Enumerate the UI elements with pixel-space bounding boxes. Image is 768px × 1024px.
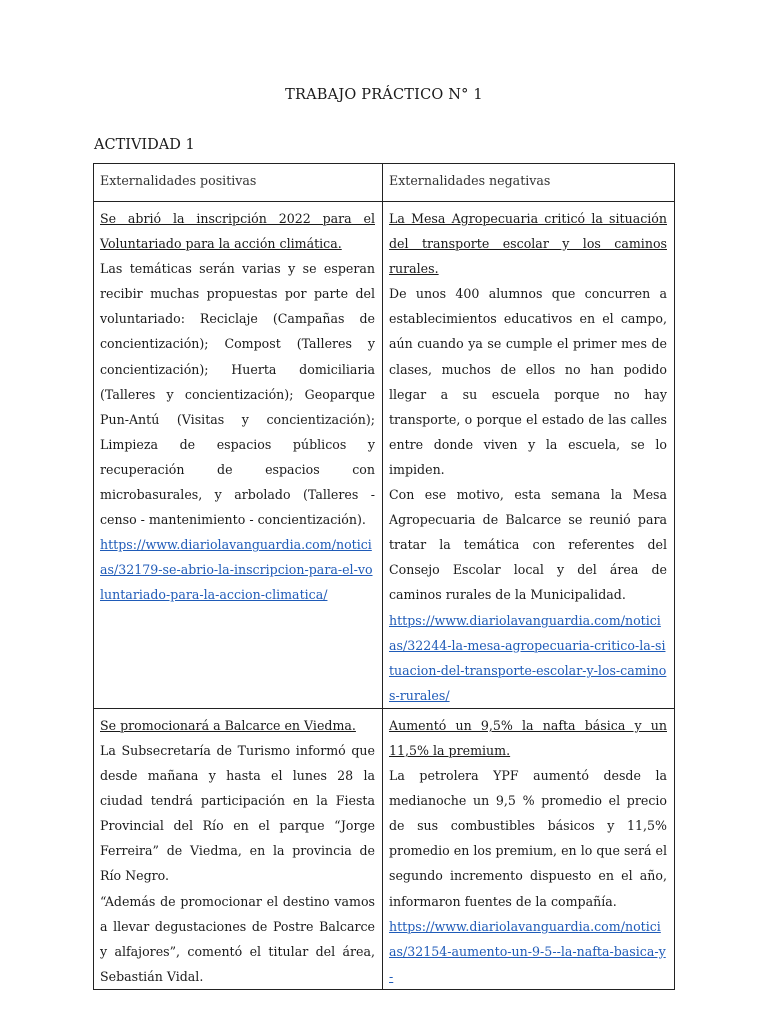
table-row: [94, 708, 675, 989]
news-heading: La Mesa Agropecuaria criticó la situación del transporte escolar y los caminos rurales.: [389, 211, 667, 277]
activity-heading: ACTIVIDAD 1: [94, 137, 195, 153]
news-paragraph: La petrolera YPF aumentó desde la medianoche un 9,5 % promedio el precio de sus combustibles básicos y 11,5% promedio en los premium, en lo que será el segundo incremento dispuesto en el año, informaron fuentes de la compañía.: [389, 768, 667, 909]
externalities-table: [93, 163, 675, 990]
document-title: TRABAJO PRÁCTICO N° 1: [285, 87, 483, 103]
news-paragraph: Con ese motivo, esta semana la Mesa Agropecuaria de Balcarce se reunió para tratar la temática con referentes del Consejo Escolar local y del área de caminos rurales de la Municipalidad.: [389, 487, 667, 603]
cell-positive: [94, 202, 383, 709]
news-paragraph: “Además de promocionar el destino vamos a llevar degustaciones de Postre Balcarce y alfajores”, comentó el titular del área, Sebastián Vidal.: [100, 893, 375, 984]
news-heading: Se abrió la inscripción 2022 para el Voluntariado para la acción climática.: [100, 211, 375, 252]
cell-positive: [94, 708, 383, 989]
news-heading: Se promocionará a Balcarce en Viedma.: [100, 717, 356, 733]
cell-negative: [383, 202, 675, 709]
table-row: [94, 202, 675, 709]
news-paragraph: De unos 400 alumnos que concurren a establecimientos educativos en el campo, aún cuando ya se cumple el primer mes de clases, muchos de ellos no han podido llegar a su escuela porque no hay transporte, o porque el estado de las calles entre donde viven y la escuela, se lo impiden.: [389, 286, 667, 477]
news-paragraph: La Subsecretaría de Turismo informó que desde mañana y hasta el lunes 28 la ciudad tendrá participación en la Fiesta Provincial del Río en el parque “Jorge Ferreira” de Viedma, en la provincia de Río Negro.: [100, 742, 375, 884]
header-negative: Externalidades negativas: [383, 164, 675, 202]
news-heading: Aumentó un 9,5% la nafta básica y un 11,5% la premium.: [389, 717, 667, 758]
table-header-row: [94, 164, 675, 202]
news-link[interactable]: https://www.diariolavanguardia.com/noticias/32244-la-mesa-agropecuaria-critico-la-situacion-del-transporte-escolar-y-los-caminos-rurales/: [389, 612, 667, 703]
header-positive: Externalidades positivas: [94, 164, 383, 202]
news-link[interactable]: https://www.diariolavanguardia.com/noticias/32154-aumento-un-9-5--la-nafta-basica-y-: [389, 918, 666, 984]
cell-negative: [383, 708, 675, 989]
news-link[interactable]: https://www.diariolavanguardia.com/noticias/32179-se-abrio-la-inscripcion-para-el-voluntariado-para-la-accion-climatica/: [100, 537, 373, 603]
news-paragraph: Las temáticas serán varias y se esperan recibir muchas propuestas por parte del voluntariado: Reciclaje (Campañas de concientización); Compost (Talleres y concientización); Huerta domiciliaria (Talleres y concientización); Geoparque Pun-Antú (Visitas y concientización); Limpieza de espacios públicos y recuperación de espacios con microbasurales, y arbolado (Talleres - censo - mantenimiento - concientización).: [100, 261, 375, 528]
